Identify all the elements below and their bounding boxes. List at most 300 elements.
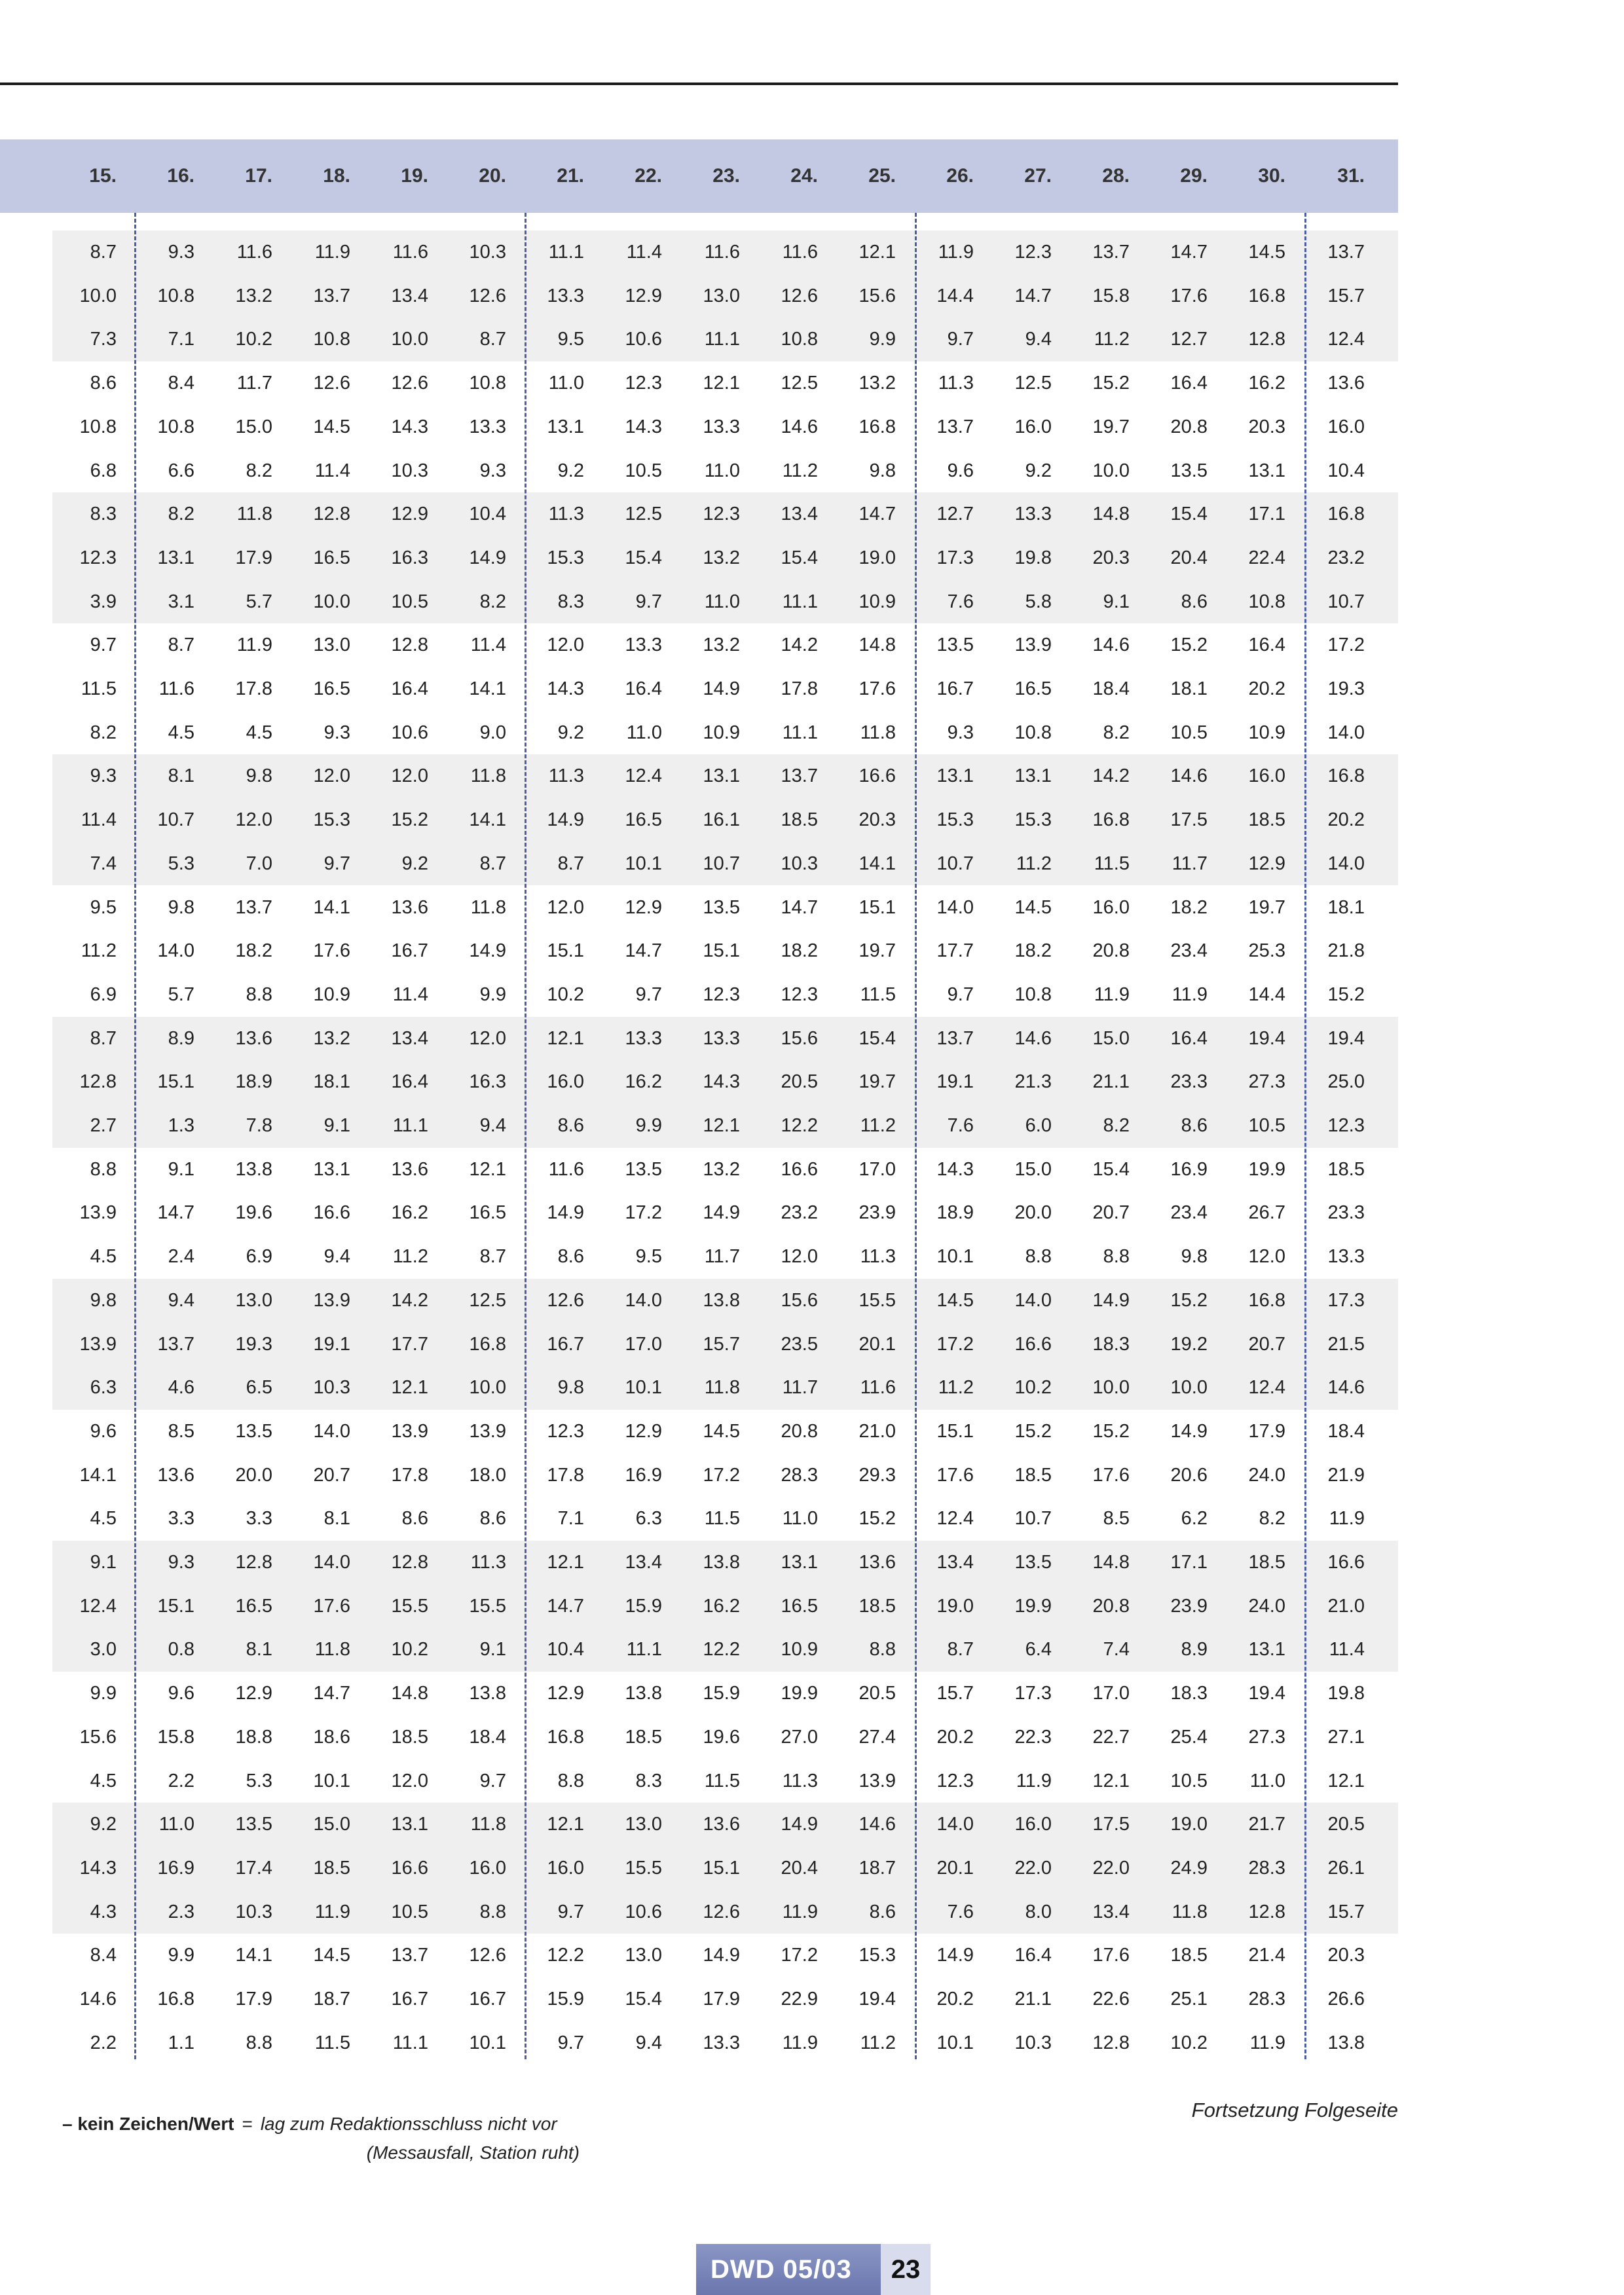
table-cell: 10.8	[157, 416, 194, 437]
table-cell: 11.5	[314, 2032, 350, 2053]
table-cell: 8.8	[1103, 1246, 1130, 1268]
table-cell: 16.5	[625, 809, 662, 831]
table-cell: 21.0	[858, 1420, 896, 1442]
table-cell: 17.6	[858, 678, 896, 699]
table-cell: 12.7	[1170, 329, 1208, 350]
table-cell: 9.7	[479, 1770, 506, 1791]
table-row	[0, 1323, 1398, 1367]
table-cell: 8.7	[90, 1027, 117, 1049]
table-cell: 9.4	[1025, 329, 1052, 350]
table-cell: 16.7	[936, 678, 974, 699]
table-cell: 12.8	[1248, 1901, 1285, 1922]
table-cell: 18.5	[625, 1726, 662, 1748]
table-cell: 9.6	[90, 1420, 117, 1442]
table-cell: 16.7	[391, 1989, 428, 2010]
table-cell: 11.1	[782, 591, 818, 612]
table-cell: 7.1	[557, 1508, 584, 1530]
table-cell: 6.3	[90, 1377, 117, 1399]
table-cell: 15.7	[703, 1333, 740, 1355]
table-cell: 15.2	[391, 809, 428, 831]
table-cell: 7.1	[168, 329, 194, 350]
table-row	[0, 1890, 1398, 1934]
table-cell: 18.3	[1170, 1683, 1208, 1704]
table-cell: 8.3	[635, 1770, 662, 1791]
table-cell: 18.5	[1248, 809, 1285, 831]
table-cell: 12.9	[391, 504, 428, 525]
table-cell: 18.2	[1014, 940, 1052, 962]
table-cell: 26.1	[1327, 1857, 1365, 1879]
table-cell: 16.8	[1327, 765, 1365, 787]
table-cell: 7.4	[1103, 1639, 1130, 1661]
table-cell: 14.9	[469, 940, 506, 962]
table-cell: 12.6	[313, 373, 350, 394]
table-cell: 16.8	[1092, 809, 1130, 831]
table-cell: 8.2	[168, 504, 194, 525]
table-cell: 18.8	[235, 1726, 272, 1748]
table-cell: 11.7	[782, 1377, 818, 1399]
table-cell: 15.8	[1092, 285, 1130, 306]
table-cell: 13.8	[235, 1158, 272, 1180]
table-cell: 9.4	[168, 1289, 194, 1311]
table-cell: 10.1	[936, 2032, 974, 2053]
table-cell: 19.7	[1092, 416, 1130, 437]
table-row	[0, 1759, 1398, 1803]
table-cell: 2.2	[168, 1770, 194, 1791]
table-cell: 15.2	[858, 1508, 896, 1530]
table-cell: 5.8	[1025, 591, 1052, 612]
table-cell: 14.6	[1170, 765, 1208, 787]
table-cell: 12.1	[547, 1027, 584, 1049]
table-cell: 23.4	[1170, 940, 1208, 962]
table-cell: 16.5	[313, 678, 350, 699]
table-cell: 12.2	[703, 1639, 740, 1661]
table-cell: 12.5	[781, 373, 818, 394]
table-cell: 17.8	[235, 678, 272, 699]
table-row	[0, 1366, 1398, 1410]
table-cell: 18.0	[469, 1464, 506, 1486]
table-cell: 17.8	[547, 1464, 584, 1486]
table-cell: 9.3	[90, 765, 117, 787]
table-cell: 4.5	[90, 1770, 117, 1791]
table-cell: 21.0	[1327, 1595, 1365, 1617]
table-cell: 21.5	[1327, 1333, 1365, 1355]
table-cell: 10.9	[703, 722, 740, 743]
table-cell: 8.8	[479, 1901, 506, 1922]
table-cell: 16.8	[1327, 504, 1365, 525]
table-cell: 20.2	[1248, 678, 1285, 699]
table-cell: 16.2	[391, 1202, 428, 1224]
table-cell: 11.9	[938, 242, 974, 263]
table-row	[0, 1541, 1398, 1585]
table-cell: 16.6	[781, 1158, 818, 1180]
table-cell: 16.8	[1248, 1289, 1285, 1311]
table-cell: 9.7	[947, 329, 974, 350]
table-cell: 13.4	[625, 1552, 662, 1573]
table-cell: 20.4	[1170, 547, 1208, 568]
table-cell: 8.5	[168, 1420, 194, 1442]
table-cell: 11.7	[1172, 853, 1208, 874]
table-cell: 25.1	[1170, 1989, 1208, 2010]
table-cell: 15.3	[936, 809, 974, 831]
table-cell: 20.3	[1248, 416, 1285, 437]
table-cell: 14.6	[858, 1814, 896, 1835]
table-cell: 9.3	[168, 242, 194, 263]
table-cell: 11.0	[704, 591, 740, 612]
table-cell: 13.7	[936, 416, 974, 437]
table-cell: 16.9	[625, 1464, 662, 1486]
table-cell: 6.0	[1025, 1115, 1052, 1136]
table-cell: 20.8	[781, 1420, 818, 1442]
table-cell: 13.8	[469, 1683, 506, 1704]
table-cell: 12.1	[858, 242, 896, 263]
table-cell: 10.9	[1248, 722, 1285, 743]
table-cell: 14.9	[703, 678, 740, 699]
table-cell: 6.4	[1025, 1639, 1052, 1661]
table-cell: 11.4	[626, 242, 662, 263]
table-cell: 19.8	[1327, 1683, 1365, 1704]
table-cell: 16.8	[1248, 285, 1285, 306]
table-cell: 22.9	[781, 1989, 818, 2010]
table-cell: 14.6	[79, 1989, 117, 2010]
table-cell: 9.5	[635, 1246, 662, 1268]
table-cell: 8.2	[1103, 722, 1130, 743]
table-cell: 15.9	[547, 1989, 584, 2010]
table-cell: 11.9	[782, 2032, 818, 2053]
table-cell: 13.3	[625, 634, 662, 656]
table-cell: 15.3	[858, 1945, 896, 1966]
table-cell: 12.1	[547, 1552, 584, 1573]
table-cell: 20.4	[781, 1857, 818, 1879]
table-cell: 8.8	[1025, 1246, 1052, 1268]
table-cell: 4.5	[90, 1246, 117, 1268]
day-header-cell: 28.	[1102, 165, 1130, 187]
table-cell: 21.3	[1014, 1071, 1052, 1093]
table-cell: 13.6	[858, 1552, 896, 1573]
table-cell: 13.9	[1014, 634, 1052, 656]
table-cell: 11.9	[782, 1901, 818, 1922]
table-cell: 9.8	[90, 1289, 117, 1311]
table-cell: 14.1	[79, 1464, 117, 1486]
table-cell: 11.6	[782, 242, 818, 263]
table-cell: 11.1	[548, 242, 584, 263]
table-cell: 23.9	[1170, 1595, 1208, 1617]
table-cell: 15.2	[1170, 1289, 1208, 1311]
table-cell: 12.5	[625, 504, 662, 525]
table-cell: 11.5	[1094, 853, 1130, 874]
table-cell: 11.0	[626, 722, 662, 743]
table-cell: 12.6	[469, 1945, 506, 1966]
table-cell: 15.5	[391, 1595, 428, 1617]
table-cell: 16.0	[1092, 896, 1130, 918]
table-cell: 8.7	[479, 1246, 506, 1268]
table-cell: 17.1	[1170, 1552, 1208, 1573]
table-cell: 27.3	[1248, 1071, 1285, 1093]
table-cell: 16.5	[313, 547, 350, 568]
table-cell: 8.2	[1103, 1115, 1130, 1136]
table-cell: 17.6	[313, 940, 350, 962]
table-cell: 14.1	[313, 896, 350, 918]
table-cell: 23.2	[1327, 547, 1365, 568]
table-cell: 11.8	[470, 765, 506, 787]
table-cell: 13.5	[703, 896, 740, 918]
table-cell: 13.0	[703, 285, 740, 306]
table-cell: 12.4	[1248, 1377, 1285, 1399]
table-cell: 9.2	[1025, 460, 1052, 481]
table-cell: 20.6	[1170, 1464, 1208, 1486]
table-cell: 6.8	[90, 460, 117, 481]
table-cell: 10.0	[313, 591, 350, 612]
table-row	[0, 274, 1398, 318]
table-cell: 22.4	[1248, 547, 1285, 568]
table-cell: 14.9	[1170, 1420, 1208, 1442]
table-cell: 12.3	[79, 547, 117, 568]
table-row	[0, 1191, 1398, 1235]
table-cell: 6.9	[90, 983, 117, 1005]
table-cell: 12.8	[1248, 329, 1285, 350]
table-cell: 18.7	[313, 1989, 350, 2010]
table-cell: 5.7	[168, 983, 194, 1005]
table-cell: 9.1	[168, 1158, 194, 1180]
table-cell: 20.2	[936, 1726, 974, 1748]
table-cell: 19.4	[1248, 1683, 1285, 1704]
table-cell: 12.3	[703, 983, 740, 1005]
table-cell: 7.4	[90, 853, 117, 874]
page-number: 23	[881, 2244, 931, 2295]
table-cell: 17.9	[235, 1989, 272, 2010]
table-cell: 13.2	[858, 373, 896, 394]
table-cell: 4.5	[90, 1508, 117, 1530]
table-cell: 17.0	[1092, 1683, 1130, 1704]
table-cell: 27.0	[781, 1726, 818, 1748]
table-cell: 19.6	[703, 1726, 740, 1748]
table-cell: 13.2	[703, 547, 740, 568]
table-cell: 16.1	[703, 809, 740, 831]
table-cell: 14.0	[157, 940, 194, 962]
table-cell: 16.0	[1327, 416, 1365, 437]
table-cell: 13.7	[936, 1027, 974, 1049]
table-cell: 16.0	[1248, 765, 1285, 787]
table-cell: 11.4	[392, 983, 428, 1005]
table-cell: 11.3	[938, 373, 974, 394]
table-cell: 12.3	[625, 373, 662, 394]
table-row	[0, 973, 1398, 1017]
table-row	[0, 1060, 1398, 1104]
table-cell: 11.9	[314, 242, 350, 263]
table-cell: 20.8	[1092, 940, 1130, 962]
table-cell: 10.1	[469, 2032, 506, 2053]
table-cell: 11.5	[704, 1770, 740, 1791]
table-cell: 13.6	[1327, 373, 1365, 394]
table-cell: 18.4	[1327, 1420, 1365, 1442]
table-cell: 10.7	[936, 853, 974, 874]
table-cell: 17.6	[936, 1464, 974, 1486]
table-cell: 14.4	[1248, 983, 1285, 1005]
table-cell: 16.0	[547, 1071, 584, 1093]
table-cell: 12.0	[1248, 1246, 1285, 1268]
table-cell: 9.7	[557, 2032, 584, 2053]
table-cell: 14.9	[781, 1814, 818, 1835]
table-cell: 9.2	[401, 853, 428, 874]
table-cell: 14.7	[781, 896, 818, 918]
table-cell: 13.8	[703, 1289, 740, 1311]
table-cell: 11.1	[392, 2032, 428, 2053]
table-cell: 12.9	[1248, 853, 1285, 874]
table-cell: 15.3	[547, 547, 584, 568]
table-cell: 14.0	[1014, 1289, 1052, 1311]
table-cell: 15.5	[469, 1595, 506, 1617]
table-cell: 19.4	[1327, 1027, 1365, 1049]
table-cell: 13.7	[235, 896, 272, 918]
table-cell: 14.5	[313, 416, 350, 437]
table-row	[0, 798, 1398, 842]
table-cell: 12.0	[547, 896, 584, 918]
table-cell: 27.3	[1248, 1726, 1285, 1748]
table-row	[0, 886, 1398, 930]
table-cell: 13.3	[703, 2032, 740, 2053]
table-cell: 3.9	[90, 591, 117, 612]
table-cell: 20.7	[1092, 1202, 1130, 1224]
table-cell: 10.5	[1170, 722, 1208, 743]
table-cell: 9.4	[479, 1115, 506, 1136]
table-cell: 8.3	[557, 591, 584, 612]
table-cell: 13.9	[469, 1420, 506, 1442]
table-cell: 7.6	[947, 1115, 974, 1136]
table-cell: 10.6	[625, 329, 662, 350]
table-cell: 19.0	[1170, 1814, 1208, 1835]
table-cell: 12.6	[781, 285, 818, 306]
table-cell: 14.8	[858, 634, 896, 656]
table-cell: 11.0	[782, 1508, 818, 1530]
table-cell: 8.3	[90, 504, 117, 525]
table-cell: 8.6	[557, 1246, 584, 1268]
table-cell: 11.2	[860, 1115, 896, 1136]
table-cell: 16.2	[703, 1595, 740, 1617]
table-cell: 10.9	[858, 591, 896, 612]
table-cell: 15.0	[235, 416, 272, 437]
table-cell: 11.3	[548, 765, 584, 787]
table-cell: 10.0	[469, 1377, 506, 1399]
table-cell: 7.0	[246, 853, 272, 874]
table-cell: 6.9	[246, 1246, 272, 1268]
table-cell: 13.2	[313, 1027, 350, 1049]
table-cell: 11.5	[81, 678, 117, 699]
table-cell: 13.3	[1327, 1246, 1365, 1268]
table-cell: 14.5	[1248, 242, 1285, 263]
table-cell: 13.7	[1092, 242, 1130, 263]
table-cell: 27.4	[858, 1726, 896, 1748]
table-cell: 13.0	[625, 1814, 662, 1835]
table-cell: 8.7	[947, 1639, 974, 1661]
table-cell: 8.7	[479, 329, 506, 350]
table-cell: 25.3	[1248, 940, 1285, 962]
table-row	[0, 1104, 1398, 1148]
table-cell: 27.1	[1327, 1726, 1365, 1748]
table-cell: 28.3	[1248, 1989, 1285, 2010]
table-cell: 20.8	[1092, 1595, 1130, 1617]
table-row	[0, 929, 1398, 973]
table-cell: 13.5	[625, 1158, 662, 1180]
table-cell: 4.5	[168, 722, 194, 743]
table-cell: 13.1	[1248, 460, 1285, 481]
table-row	[0, 1148, 1398, 1192]
table-cell: 12.0	[469, 1027, 506, 1049]
table-row	[0, 492, 1398, 536]
table-cell: 13.8	[625, 1683, 662, 1704]
table-cell: 22.6	[1092, 1989, 1130, 2010]
table-cell: 11.2	[938, 1377, 974, 1399]
table-cell: 13.5	[1170, 460, 1208, 481]
table-cell: 23.5	[781, 1333, 818, 1355]
table-cell: 15.3	[313, 809, 350, 831]
table-cell: 16.5	[469, 1202, 506, 1224]
table-cell: 16.3	[391, 547, 428, 568]
table-row	[0, 1628, 1398, 1672]
table-cell: 21.4	[1248, 1945, 1285, 1966]
table-cell: 13.3	[469, 416, 506, 437]
table-cell: 10.9	[313, 983, 350, 1005]
table-cell: 17.0	[858, 1158, 896, 1180]
table-cell: 15.4	[625, 547, 662, 568]
table-cell: 18.5	[1014, 1464, 1052, 1486]
table-cell: 17.6	[1092, 1464, 1130, 1486]
table-cell: 13.2	[703, 634, 740, 656]
table-cell: 8.8	[90, 1158, 117, 1180]
table-cell: 11.1	[392, 1115, 428, 1136]
table-row	[0, 230, 1398, 274]
table-cell: 14.3	[625, 416, 662, 437]
legend-equals: =	[242, 2114, 253, 2134]
table-cell: 15.4	[858, 1027, 896, 1049]
table-cell: 15.4	[1092, 1158, 1130, 1180]
table-cell: 16.3	[469, 1071, 506, 1093]
table-cell: 19.2	[1170, 1333, 1208, 1355]
table-cell: 18.5	[1327, 1158, 1365, 1180]
table-cell: 13.9	[79, 1333, 117, 1355]
table-cell: 11.2	[392, 1246, 428, 1268]
table-cell: 21.9	[1327, 1464, 1365, 1486]
table-cell: 13.9	[79, 1202, 117, 1224]
table-cell: 11.6	[236, 242, 272, 263]
table-cell: 15.5	[625, 1857, 662, 1879]
table-row	[0, 1934, 1398, 1977]
table-cell: 14.6	[1327, 1377, 1365, 1399]
table-cell: 19.1	[313, 1333, 350, 1355]
table-cell: 13.8	[1327, 2032, 1365, 2053]
table-cell: 20.2	[936, 1989, 974, 2010]
table-row	[0, 1672, 1398, 1716]
table-cell: 7.6	[947, 591, 974, 612]
table-cell: 12.0	[313, 765, 350, 787]
day-header-cell: 30.	[1258, 165, 1285, 187]
table-cell: 14.0	[936, 1814, 974, 1835]
table-cell: 16.5	[235, 1595, 272, 1617]
table-cell: 10.5	[1248, 1115, 1285, 1136]
table-cell: 13.7	[781, 765, 818, 787]
table-cell: 10.7	[703, 853, 740, 874]
day-header-cell: 16.	[167, 165, 194, 187]
table-cell: 14.0	[1327, 853, 1365, 874]
table-cell: 14.9	[547, 1202, 584, 1224]
table-cell: 20.7	[1248, 1333, 1285, 1355]
table-cell: 16.8	[547, 1726, 584, 1748]
table-cell: 15.6	[858, 285, 896, 306]
table-cell: 11.5	[704, 1508, 740, 1530]
table-cell: 15.0	[1092, 1027, 1130, 1049]
table-cell: 13.3	[703, 416, 740, 437]
table-cell: 16.2	[625, 1071, 662, 1093]
table-cell: 11.1	[626, 1639, 662, 1661]
table-cell: 13.0	[313, 634, 350, 656]
